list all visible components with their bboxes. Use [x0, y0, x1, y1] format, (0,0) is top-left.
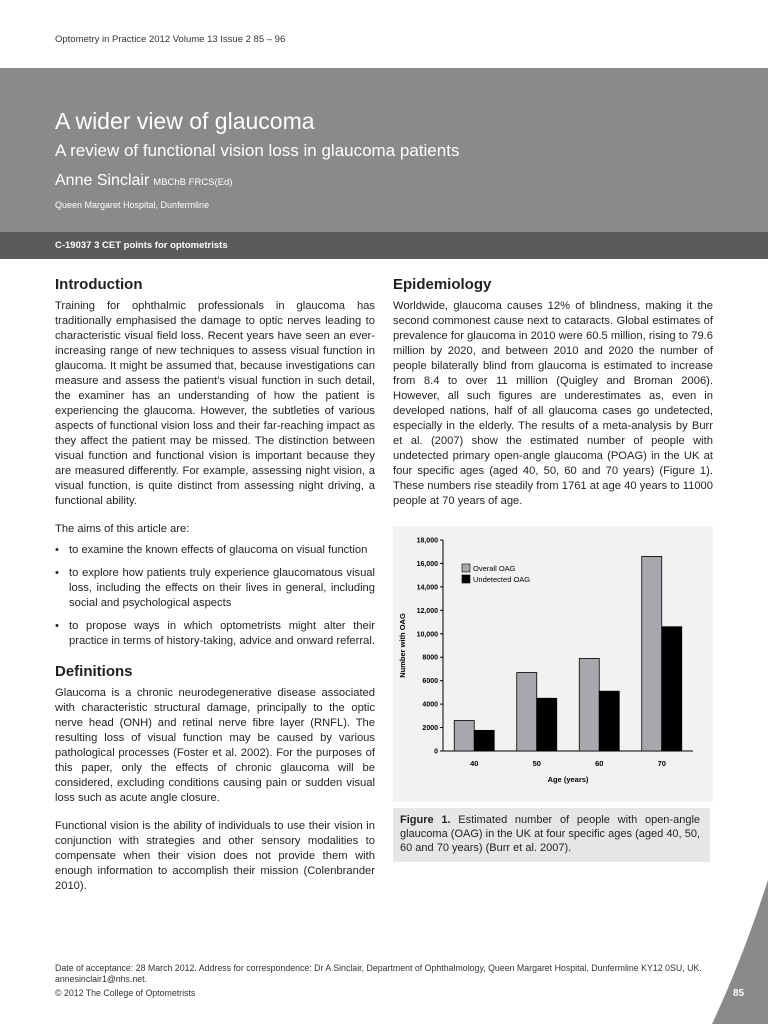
y-tick-label: 8000	[422, 654, 438, 662]
y-axis-label: Number with OAG	[398, 613, 407, 678]
y-tick-label: 14,000	[416, 584, 438, 592]
page-number: 85	[733, 988, 745, 999]
author-name: Anne Sinclair	[55, 172, 150, 189]
list-item: • to explore how patients truly experience glaucomatous visual loss, including the effects on their lives in general, including social and psychological aspects	[55, 566, 375, 611]
copyright: © 2012 The College of Optometrists	[55, 988, 196, 998]
definitions-paragraph-1: Glaucoma is a chronic neurodegenerative disease associated with characteristic structural damage, principally to the optic nerve head (ONH) and retinal nerve fibre layer (RNFL). The resulting loss of visual function may be caused by various pathological processes (Foster et al. 2002). For the purposes of this paper, only the effects of chronic glaucoma will be considered, excluding conditions causing pain or sudden visual loss such as acute angle closure.	[55, 687, 375, 804]
epidemiology-heading: Epidemiology	[393, 276, 492, 293]
introduction-paragraph: Training for ophthalmic professionals in glaucoma has traditionally emphasised the damage to optic nerves leading to characteristic visual field loss. Recent years have seen an ever-increasing range of new techniques to assess visual function in glaucoma. It might be assumed that, because investigations can measure and assess the patient’s visual function in such detail, the examiner has an understanding of how the patient is experiencing the glaucoma. However, the subtleties of various aspects of functional vision loss and their far-reaching impact as they affect the patient may be missed. The distinction between visual function and functional vision is important because they are measured differently. For example, assessing night vision, a visual function, is quite distinct from assessing night driving, a functional ability.	[55, 300, 375, 507]
definitions-paragraph-2: Functional vision is the ability of individuals to use their vision in conjunction with strategies and other sensory modalities to compensate when their vision does not provide them with enough information to accomplish their mission (Colenbrander 2010).	[55, 820, 375, 892]
x-tick-label: 40	[470, 759, 479, 768]
y-tick-label: 18,000	[416, 537, 438, 545]
legend-label: Overall OAG	[473, 564, 516, 573]
figure-label: Figure 1.	[400, 814, 451, 826]
y-tick-label: 4000	[422, 701, 438, 709]
epidemiology-paragraph: Worldwide, glaucoma causes 12% of blindness, making it the second commonest cause next to cataracts. Global estimates of prevalence for glaucoma in 2010 were 60.5 million, rising to 79.6 million by 2020, and between 2010 and 2020 the number of people bilaterally blind from glaucoma is estimated to increase from 8.4 to over 11 million (Quigley and Broman 2006). However, all such figures are underestimates as, even in developed nations, half of all glaucoma cases go undetected, especially in the elderly. The results of a meta-analysis by Burr et al. (2007) show the estimated number of people with undetected primary open-angle glaucoma (POAG) in the UK at four specific ages (aged 40, 50, 60 and 70 years) (Figure 1). These numbers rise steadily from 1761 at age 40 years to 11000 people at 70 years of age.	[393, 300, 713, 507]
legend-label: Undetected OAG	[473, 575, 531, 584]
author-affiliation: Queen Margaret Hospital, Dunfermline	[55, 200, 210, 210]
introduction-heading: Introduction	[55, 276, 143, 293]
x-tick-label: 70	[657, 759, 666, 768]
x-tick-label: 60	[595, 759, 604, 768]
definitions-heading: Definitions	[55, 663, 133, 680]
y-tick-label: 2000	[422, 725, 438, 733]
list-item: • to examine the known effects of glaucoma on visual function	[55, 543, 375, 558]
y-tick-label: 6000	[422, 678, 438, 686]
list-item: • to propose ways in which optometrists might alter their practice in terms of history-taking, advice and onward referral.	[55, 619, 375, 649]
aims-intro: The aims of this article are:	[55, 523, 190, 535]
y-tick-label: 16,000	[416, 560, 438, 568]
x-tick-label: 50	[532, 759, 541, 768]
y-tick-label: 0	[434, 748, 438, 756]
y-tick-label: 12,000	[416, 607, 438, 615]
article-subtitle: A review of functional vision loss in glaucoma patients	[55, 141, 460, 160]
y-tick-label: 10,000	[416, 631, 438, 639]
cet-points: C-19037 3 CET points for optometrists	[55, 240, 228, 251]
correspondence-footnote: Date of acceptance: 28 March 2012. Address for correspondence: Dr A Sinclair, Department of Ophthalmology, Queen Margaret Hospital, Dunfermline KY12 0SU, UK. annesinclair1@nhs.net.	[55, 963, 702, 984]
figure-caption-text: Estimated number of people with open-angle glaucoma (OAG) in the UK at four specific ages (aged 40, 50, 60 and 70 years) (Burr et al. 2007).	[400, 814, 701, 854]
author-credentials: MBChB FRCS(Ed)	[153, 177, 233, 188]
article-title: A wider view of glaucoma	[55, 108, 315, 134]
x-axis-label: Age (years)	[547, 775, 589, 784]
journal-header: Optometry in Practice 2012 Volume 13 Issue 2 85 – 96	[55, 34, 286, 45]
